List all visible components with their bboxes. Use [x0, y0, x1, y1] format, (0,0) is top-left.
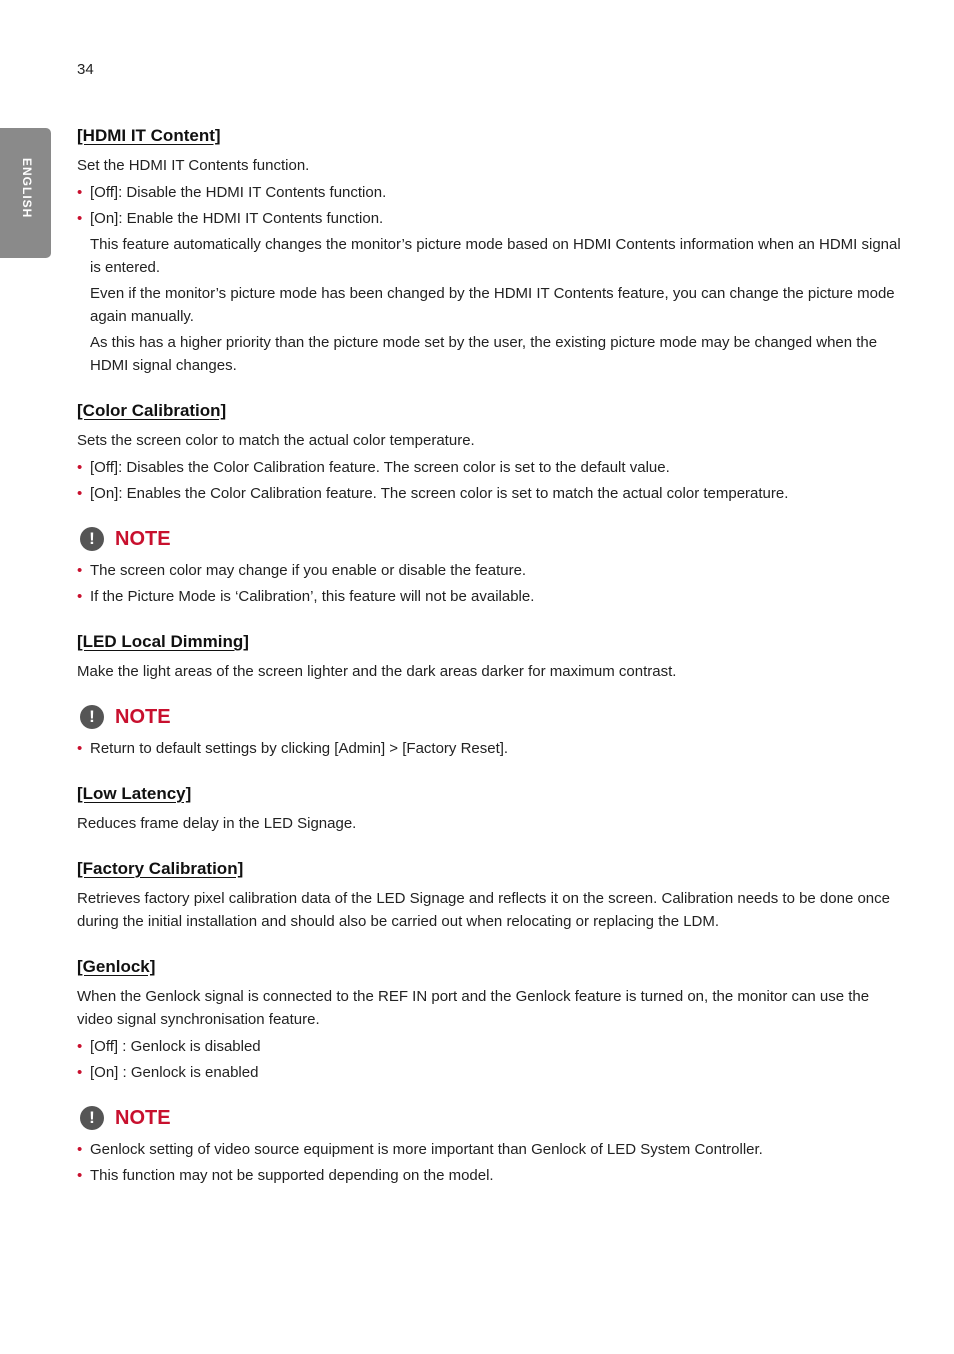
detail-paragraph: Even if the monitor’s picture mode has been changed by the HDMI IT Contents feature, you can change the picture mode again manually.	[90, 285, 895, 325]
note-box	[77, 705, 907, 760]
list-item: • The screen color may change if you enable or disable the feature.	[77, 559, 907, 582]
language-tab	[0, 128, 51, 258]
option-list	[77, 1035, 907, 1084]
option-list	[77, 456, 907, 505]
note-title: NOTE	[115, 705, 171, 728]
note-header	[77, 705, 907, 729]
section-hdmi-it-content	[77, 124, 907, 377]
section-title: [LED Local Dimming]	[77, 632, 249, 651]
section-description: Make the light areas of the screen lighter and the dark areas darker for maximum contrast.	[77, 663, 677, 680]
section-description: Set the HDMI IT Contents function.	[77, 157, 310, 174]
list-item: • [Off] : Genlock is disabled	[77, 1035, 907, 1058]
section-description: Sets the screen color to match the actual color temperature.	[77, 432, 475, 449]
section-title: [HDMI IT Content]	[77, 126, 221, 145]
section-title: [Low Latency]	[77, 784, 192, 803]
section-led-local-dimming	[77, 630, 907, 683]
section-description: When the Genlock signal is connected to the REF IN port and the Genlock feature is turned on, the monitor can use the video signal synchronisation feature.	[77, 988, 870, 1028]
section-title: [Genlock]	[77, 957, 156, 976]
section-title: [Factory Calibration]	[77, 859, 244, 878]
language-tab-label: ENGLISH	[20, 158, 34, 219]
list-item: • If the Picture Mode is ‘Calibration’, this feature will not be available.	[77, 585, 907, 608]
exclamation-icon: !	[80, 1106, 104, 1130]
exclamation-icon: !	[80, 705, 104, 729]
detail-paragraph: This feature automatically changes the monitor’s picture mode based on HDMI Contents information when an HDMI signal is entered.	[90, 236, 901, 276]
section-title: [Color Calibration]	[77, 401, 227, 420]
list-item: • Genlock setting of video source equipment is more important than Genlock of LED System Controller.	[77, 1138, 907, 1161]
page-number: 34	[77, 61, 94, 78]
note-list	[77, 559, 907, 608]
note-title: NOTE	[115, 527, 171, 550]
list-item: • Return to default settings by clicking [Admin] > [Factory Reset].	[77, 737, 907, 760]
section-genlock	[77, 955, 907, 1084]
page-content	[77, 124, 907, 1209]
note-header	[77, 527, 907, 551]
option-list	[77, 181, 907, 230]
list-item: • [On] : Genlock is enabled	[77, 1061, 907, 1084]
detail-paragraph: As this has a higher priority than the picture mode set by the user, the existing picture mode may be changed when the HDMI signal changes.	[90, 334, 878, 374]
note-list	[77, 737, 907, 760]
list-item: • This function may not be supported depending on the model.	[77, 1164, 907, 1187]
section-color-calibration	[77, 399, 907, 505]
note-title: NOTE	[115, 1106, 171, 1129]
list-item: • [On]: Enable the HDMI IT Contents function.	[77, 207, 907, 230]
list-item: • [Off]: Disables the Color Calibration feature. The screen color is set to the default value.	[77, 456, 907, 479]
section-description: Reduces frame delay in the LED Signage.	[77, 815, 357, 832]
note-list	[77, 1138, 907, 1187]
note-box	[77, 1106, 907, 1187]
list-item: • [Off]: Disable the HDMI IT Contents function.	[77, 181, 907, 204]
list-item: • [On]: Enables the Color Calibration feature. The screen color is set to match the actual color temperature.	[77, 482, 907, 505]
section-low-latency	[77, 782, 907, 835]
section-description: Retrieves factory pixel calibration data of the LED Signage and reflects it on the screen. Calibration needs to be done once during the initial installation and should also be carried out when relocating or replacing the LDM.	[77, 890, 890, 930]
note-box	[77, 527, 907, 608]
section-factory-calibration	[77, 857, 907, 933]
note-header	[77, 1106, 907, 1130]
exclamation-icon: !	[80, 527, 104, 551]
